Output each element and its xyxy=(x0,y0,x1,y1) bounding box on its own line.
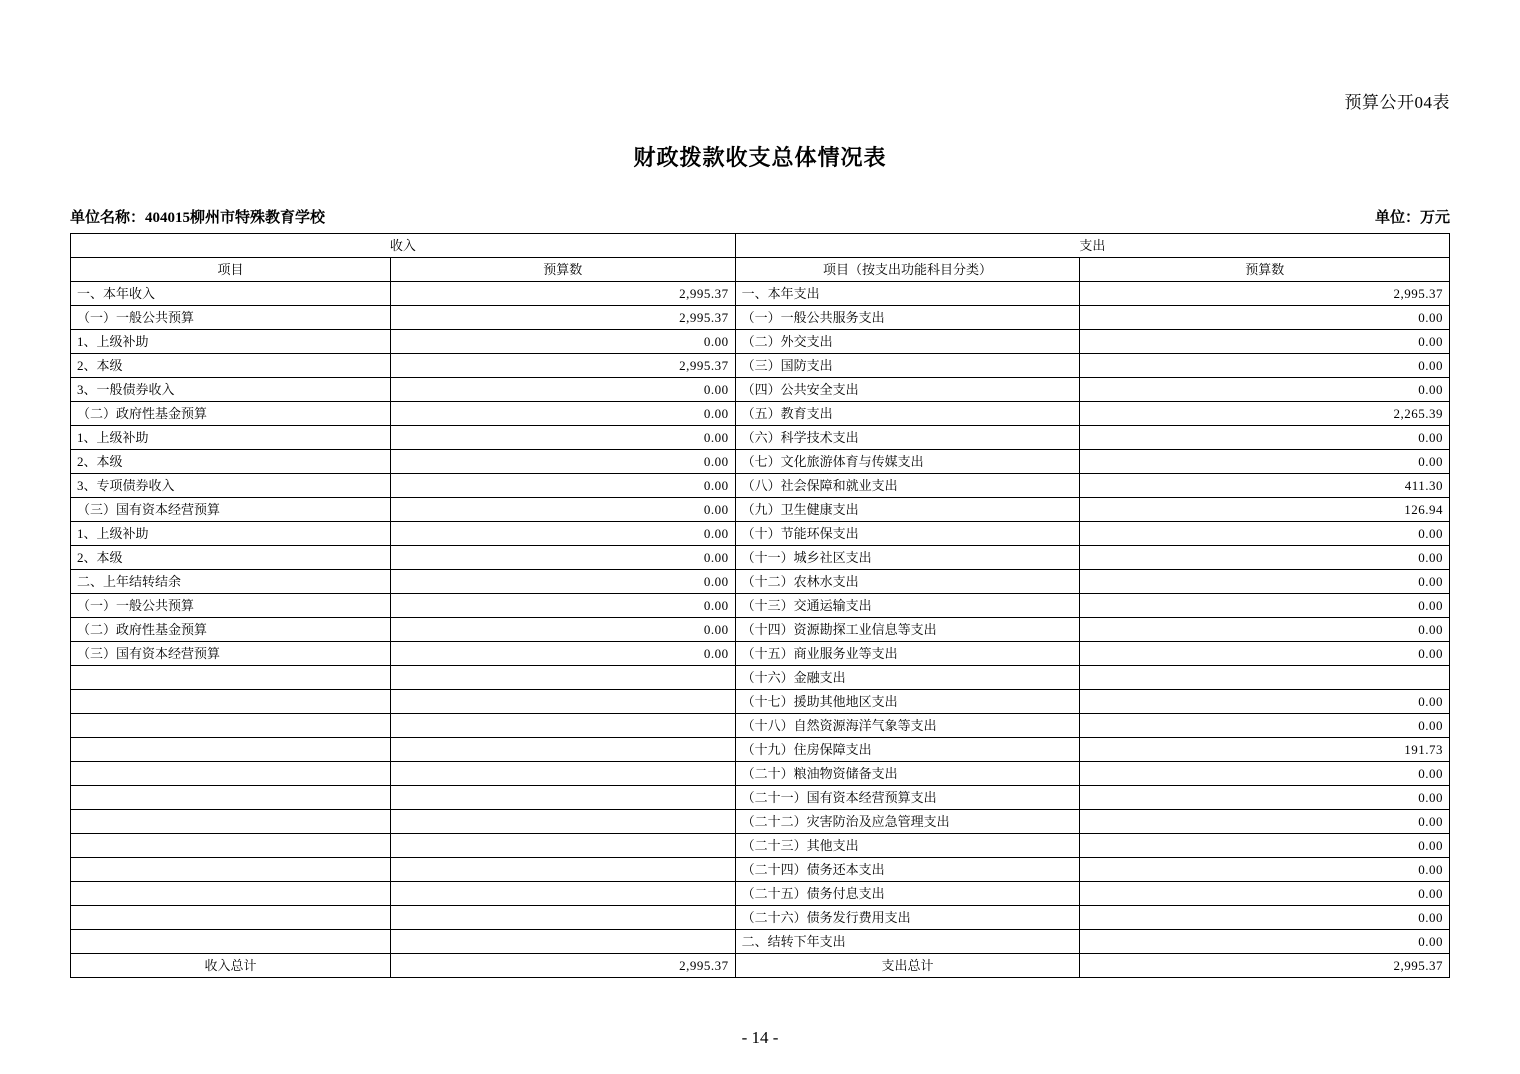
income-item-label: （二）政府性基金预算 xyxy=(71,618,391,642)
income-item-label xyxy=(71,930,391,954)
table-row xyxy=(71,858,1450,882)
income-item-value xyxy=(390,930,735,954)
table-row xyxy=(71,546,1450,570)
income-item-label xyxy=(71,786,391,810)
table-row xyxy=(71,882,1450,906)
table-row xyxy=(71,594,1450,618)
total-expense-label: 支出总计 xyxy=(735,954,1080,978)
income-item-label: 2、本级 xyxy=(71,354,391,378)
income-item-value xyxy=(390,762,735,786)
income-item-value: 0.00 xyxy=(390,402,735,426)
expense-item-label: （十四）资源勘探工业信息等支出 xyxy=(735,618,1080,642)
column-header-income-budget: 预算数 xyxy=(390,258,735,282)
income-item-label: 1、上级补助 xyxy=(71,522,391,546)
income-item-value xyxy=(390,738,735,762)
table-row xyxy=(71,330,1450,354)
expense-item-value: 0.00 xyxy=(1080,618,1450,642)
expense-item-label: （十五）商业服务业等支出 xyxy=(735,642,1080,666)
page-number: - 14 - xyxy=(741,1028,779,1047)
table-row xyxy=(71,522,1450,546)
income-item-value: 0.00 xyxy=(390,618,735,642)
expense-item-value: 0.00 xyxy=(1080,426,1450,450)
table-row xyxy=(71,642,1450,666)
expense-item-label: （十三）交通运输支出 xyxy=(735,594,1080,618)
income-item-value: 2,995.37 xyxy=(390,306,735,330)
income-item-value: 0.00 xyxy=(390,642,735,666)
total-expense-value: 2,995.37 xyxy=(1080,954,1450,978)
table-row xyxy=(71,570,1450,594)
income-item-label xyxy=(71,690,391,714)
column-header-income-item: 项目 xyxy=(71,258,391,282)
table-row xyxy=(71,402,1450,426)
table-row xyxy=(71,738,1450,762)
expense-item-label: （十七）援助其他地区支出 xyxy=(735,690,1080,714)
income-item-label xyxy=(71,906,391,930)
expense-item-value: 0.00 xyxy=(1080,858,1450,882)
expense-item-value: 0.00 xyxy=(1080,810,1450,834)
expense-item-label: （三）国防支出 xyxy=(735,354,1080,378)
income-item-value xyxy=(390,810,735,834)
expense-item-label: （八）社会保障和就业支出 xyxy=(735,474,1080,498)
income-item-label xyxy=(71,810,391,834)
income-item-label xyxy=(71,882,391,906)
expense-item-label: （十六）金融支出 xyxy=(735,666,1080,690)
expense-item-value: 0.00 xyxy=(1080,786,1450,810)
income-item-value xyxy=(390,714,735,738)
meta-row xyxy=(70,206,1450,227)
income-item-value: 0.00 xyxy=(390,426,735,450)
expense-item-value: 0.00 xyxy=(1080,546,1450,570)
income-item-label: （三）国有资本经营预算 xyxy=(71,642,391,666)
expense-item-value: 2,995.37 xyxy=(1080,282,1450,306)
expense-item-value: 0.00 xyxy=(1080,882,1450,906)
table-row xyxy=(71,618,1450,642)
income-item-value: 0.00 xyxy=(390,594,735,618)
expense-item-label: （一）一般公共服务支出 xyxy=(735,306,1080,330)
income-item-value: 0.00 xyxy=(390,378,735,402)
expense-item-label: （十二）农林水支出 xyxy=(735,570,1080,594)
table-row xyxy=(71,786,1450,810)
expense-item-label: （二十五）债务付息支出 xyxy=(735,882,1080,906)
expense-item-label: （六）科学技术支出 xyxy=(735,426,1080,450)
expense-item-value: 0.00 xyxy=(1080,378,1450,402)
income-item-value xyxy=(390,906,735,930)
column-header-expense-budget: 预算数 xyxy=(1080,258,1450,282)
group-header-income: 收入 xyxy=(71,234,736,258)
income-item-label xyxy=(71,714,391,738)
group-header-expense: 支出 xyxy=(735,234,1449,258)
form-code: 预算公开04表 xyxy=(1344,93,1450,112)
income-item-value xyxy=(390,882,735,906)
unit-name-block xyxy=(70,206,325,227)
expense-item-label: （十）节能环保支出 xyxy=(735,522,1080,546)
expense-item-value: 0.00 xyxy=(1080,762,1450,786)
expense-item-label: （二十六）债务发行费用支出 xyxy=(735,906,1080,930)
income-item-value: 0.00 xyxy=(390,474,735,498)
income-item-value: 0.00 xyxy=(390,546,735,570)
income-item-value: 2,995.37 xyxy=(390,354,735,378)
table-row xyxy=(71,498,1450,522)
table-total-row xyxy=(71,954,1450,978)
income-item-value xyxy=(390,858,735,882)
income-item-label: 2、本级 xyxy=(71,450,391,474)
expense-item-label: （二）外交支出 xyxy=(735,330,1080,354)
expense-item-value: 2,265.39 xyxy=(1080,402,1450,426)
expense-item-label: 一、本年支出 xyxy=(735,282,1080,306)
income-item-value xyxy=(390,834,735,858)
expense-item-value: 411.30 xyxy=(1080,474,1450,498)
budget-table xyxy=(70,233,1450,978)
income-item-value: 0.00 xyxy=(390,522,735,546)
table-row xyxy=(71,354,1450,378)
expense-item-label: （四）公共安全支出 xyxy=(735,378,1080,402)
income-item-label xyxy=(71,834,391,858)
expense-item-value: 0.00 xyxy=(1080,642,1450,666)
table-row xyxy=(71,306,1450,330)
expense-item-value: 0.00 xyxy=(1080,930,1450,954)
income-item-label: （二）政府性基金预算 xyxy=(71,402,391,426)
expense-item-value: 0.00 xyxy=(1080,330,1450,354)
income-item-value: 0.00 xyxy=(390,570,735,594)
column-header-expense-item: 项目（按支出功能科目分类） xyxy=(735,258,1080,282)
income-item-label xyxy=(71,738,391,762)
income-item-label: 1、上级补助 xyxy=(71,426,391,450)
table-row xyxy=(71,714,1450,738)
income-item-label: （一）一般公共预算 xyxy=(71,594,391,618)
income-item-value xyxy=(390,786,735,810)
expense-item-label: （五）教育支出 xyxy=(735,402,1080,426)
expense-item-value: 0.00 xyxy=(1080,906,1450,930)
table-row xyxy=(71,426,1450,450)
expense-item-label: （二十一）国有资本经营预算支出 xyxy=(735,786,1080,810)
unit-measure: 单位：万元 xyxy=(1374,210,1450,226)
income-item-label: 二、上年结转结余 xyxy=(71,570,391,594)
income-item-label: 一、本年收入 xyxy=(71,282,391,306)
expense-item-label: （十八）自然资源海洋气象等支出 xyxy=(735,714,1080,738)
income-item-label: 3、一般债券收入 xyxy=(71,378,391,402)
expense-item-value: 0.00 xyxy=(1080,594,1450,618)
table-row xyxy=(71,690,1450,714)
expense-item-label: （二十）粮油物资储备支出 xyxy=(735,762,1080,786)
table-row xyxy=(71,378,1450,402)
expense-item-value: 0.00 xyxy=(1080,714,1450,738)
income-item-value: 0.00 xyxy=(390,330,735,354)
expense-item-label: 二、结转下年支出 xyxy=(735,930,1080,954)
page-title: 财政拨款收支总体情况表 xyxy=(633,145,887,170)
income-item-label: 2、本级 xyxy=(71,546,391,570)
income-item-value: 0.00 xyxy=(390,450,735,474)
expense-item-label: （七）文化旅游体育与传媒支出 xyxy=(735,450,1080,474)
income-item-label: （一）一般公共预算 xyxy=(71,306,391,330)
table-row xyxy=(71,666,1450,690)
expense-item-value: 0.00 xyxy=(1080,690,1450,714)
expense-item-value: 126.94 xyxy=(1080,498,1450,522)
income-item-label xyxy=(71,858,391,882)
income-item-label xyxy=(71,762,391,786)
income-item-value xyxy=(390,666,735,690)
total-income-label: 收入总计 xyxy=(71,954,391,978)
expense-item-value: 0.00 xyxy=(1080,522,1450,546)
expense-item-label: （十九）住房保障支出 xyxy=(735,738,1080,762)
table-row xyxy=(71,810,1450,834)
income-item-label: 3、专项债券收入 xyxy=(71,474,391,498)
expense-item-label: （二十二）灾害防治及应急管理支出 xyxy=(735,810,1080,834)
table-row xyxy=(71,474,1450,498)
expense-item-value: 0.00 xyxy=(1080,306,1450,330)
income-item-label: 1、上级补助 xyxy=(71,330,391,354)
total-income-value: 2,995.37 xyxy=(390,954,735,978)
income-item-label xyxy=(71,666,391,690)
expense-item-value: 0.00 xyxy=(1080,834,1450,858)
expense-item-value: 191.73 xyxy=(1080,738,1450,762)
expense-item-value xyxy=(1080,666,1450,690)
income-item-value: 2,995.37 xyxy=(390,282,735,306)
expense-item-value: 0.00 xyxy=(1080,450,1450,474)
table-row xyxy=(71,762,1450,786)
table-group-header-row xyxy=(71,234,1450,258)
table-column-header-row xyxy=(71,258,1450,282)
unit-name-value: 404015柳州市特殊教育学校 xyxy=(145,210,326,226)
table-row xyxy=(71,834,1450,858)
table-row xyxy=(71,930,1450,954)
income-item-label: （三）国有资本经营预算 xyxy=(71,498,391,522)
table-row xyxy=(71,906,1450,930)
income-item-value: 0.00 xyxy=(390,498,735,522)
expense-item-label: （十一）城乡社区支出 xyxy=(735,546,1080,570)
income-item-value xyxy=(390,690,735,714)
table-body xyxy=(71,282,1450,954)
expense-item-value: 0.00 xyxy=(1080,354,1450,378)
table-row xyxy=(71,282,1450,306)
unit-label: 单位名称： xyxy=(70,210,146,226)
expense-item-value: 0.00 xyxy=(1080,570,1450,594)
table-row xyxy=(71,450,1450,474)
expense-item-label: （二十四）债务还本支出 xyxy=(735,858,1080,882)
expense-item-label: （二十三）其他支出 xyxy=(735,834,1080,858)
expense-item-label: （九）卫生健康支出 xyxy=(735,498,1080,522)
